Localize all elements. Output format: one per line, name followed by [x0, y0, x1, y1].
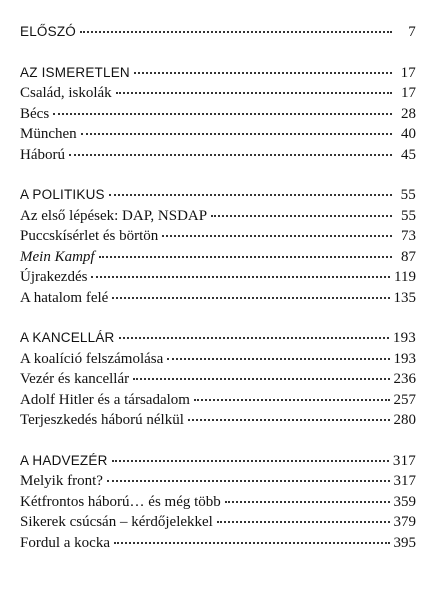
entry-title: Sikerek csúcsán – kérdőjelekkel	[20, 514, 213, 530]
toc-entry[interactable]	[20, 124, 416, 145]
toc-entry[interactable]	[20, 206, 416, 227]
entry-title: München	[20, 126, 77, 142]
entry-title: Adolf Hitler és a társadalom	[20, 391, 190, 408]
dot-leader	[119, 336, 389, 339]
page-number: 135	[393, 289, 416, 306]
page-number: 236	[393, 371, 416, 387]
toc-entry[interactable]	[20, 349, 416, 370]
page-number: 87	[401, 248, 416, 265]
dot-leader	[81, 132, 392, 135]
page-number: 317	[392, 452, 416, 469]
page-number: 395	[393, 534, 416, 551]
toc-entry[interactable]	[20, 288, 416, 309]
section-title: AZ ISMERETLEN	[20, 64, 130, 80]
toc-entry[interactable]	[20, 390, 416, 411]
entry-title: Terjeszkedés háború nélkül	[20, 412, 184, 428]
toc-entry[interactable]	[20, 471, 416, 492]
entry-title: Bécs	[20, 105, 50, 122]
entry-title: Fordul a kocka	[20, 534, 110, 551]
section-title: A HADVEZÉR	[20, 452, 108, 468]
page-number: 55	[401, 207, 416, 224]
page-number: 317	[393, 473, 416, 489]
page-number: 55	[400, 187, 416, 203]
page-number: 280	[393, 412, 416, 428]
entry-title: Vezér és kancellár	[20, 371, 130, 387]
toc-section-az-ismeretlen	[20, 63, 416, 166]
dot-leader	[133, 377, 389, 380]
toc-section-heading[interactable]	[20, 185, 416, 206]
entry-title: Család, iskolák	[20, 85, 112, 101]
page-number: 119	[394, 269, 416, 285]
toc-section-heading[interactable]	[20, 22, 416, 43]
toc-section-a-kancellar	[20, 328, 416, 431]
dot-leader	[162, 234, 392, 237]
toc-entry[interactable]	[20, 369, 416, 390]
toc-section-heading[interactable]	[20, 63, 416, 84]
entry-title: Kétfrontos háború… és még több	[20, 493, 221, 510]
dot-leader	[188, 418, 390, 421]
page-number: 257	[393, 391, 416, 408]
dot-leader	[116, 91, 392, 94]
dot-leader	[80, 30, 392, 33]
dot-leader	[211, 214, 392, 217]
entry-title: A hatalom felé	[20, 289, 109, 306]
dot-leader	[217, 520, 390, 523]
dot-leader	[53, 112, 392, 115]
toc-entry[interactable]	[20, 512, 416, 533]
dot-leader	[167, 357, 389, 360]
toc-entry[interactable]	[20, 104, 416, 125]
toc-entry[interactable]	[20, 145, 416, 166]
page-number: 359	[393, 493, 416, 510]
section-title: ELŐSZÓ	[20, 24, 76, 39]
section-title: A KANCELLÁR	[20, 330, 115, 345]
dot-leader	[114, 541, 390, 544]
page-number: 379	[393, 514, 416, 530]
entry-title: Puccskísérlet és börtön	[20, 228, 159, 244]
dot-leader	[107, 479, 390, 482]
toc-section-a-politikus	[20, 185, 416, 308]
entry-title: Háború	[20, 146, 65, 163]
section-title: A POLITIKUS	[20, 187, 105, 202]
dot-leader	[112, 296, 389, 299]
toc-entry[interactable]	[20, 226, 416, 247]
dot-leader	[225, 500, 390, 503]
page-number: 45	[401, 146, 416, 163]
dot-leader	[69, 153, 392, 156]
page-number: 193	[392, 330, 416, 346]
toc-entry[interactable]	[20, 410, 416, 431]
entry-title: Melyik front?	[20, 473, 103, 489]
table-of-contents	[20, 22, 416, 573]
toc-section-heading[interactable]	[20, 328, 416, 349]
page-number: 193	[393, 350, 416, 367]
toc-entry[interactable]	[20, 533, 416, 554]
dot-leader	[194, 398, 390, 401]
page-number: 28	[401, 105, 416, 122]
entry-title: Újrakezdés	[20, 269, 88, 285]
page-number: 17	[400, 64, 416, 81]
entry-title: Az első lépések: DAP, NSDAP	[20, 207, 208, 224]
entry-title: Mein Kampf	[20, 248, 95, 265]
toc-entry[interactable]	[20, 267, 416, 288]
toc-entry[interactable]	[20, 492, 416, 513]
entry-title: A koalíció felszámolása	[20, 350, 164, 367]
toc-section-a-hadvezer	[20, 451, 416, 554]
dot-leader	[112, 459, 389, 462]
toc-section-eloszo	[20, 22, 416, 43]
dot-leader	[109, 193, 392, 196]
toc-entry[interactable]	[20, 247, 416, 268]
page-number: 7	[408, 24, 416, 40]
page-number: 40	[401, 126, 416, 142]
dot-leader	[134, 71, 392, 74]
dot-leader	[99, 255, 392, 258]
page-number: 17	[401, 85, 416, 101]
dot-leader	[91, 275, 390, 278]
page-number: 73	[401, 228, 416, 244]
toc-entry[interactable]	[20, 83, 416, 104]
toc-section-heading[interactable]	[20, 451, 416, 472]
